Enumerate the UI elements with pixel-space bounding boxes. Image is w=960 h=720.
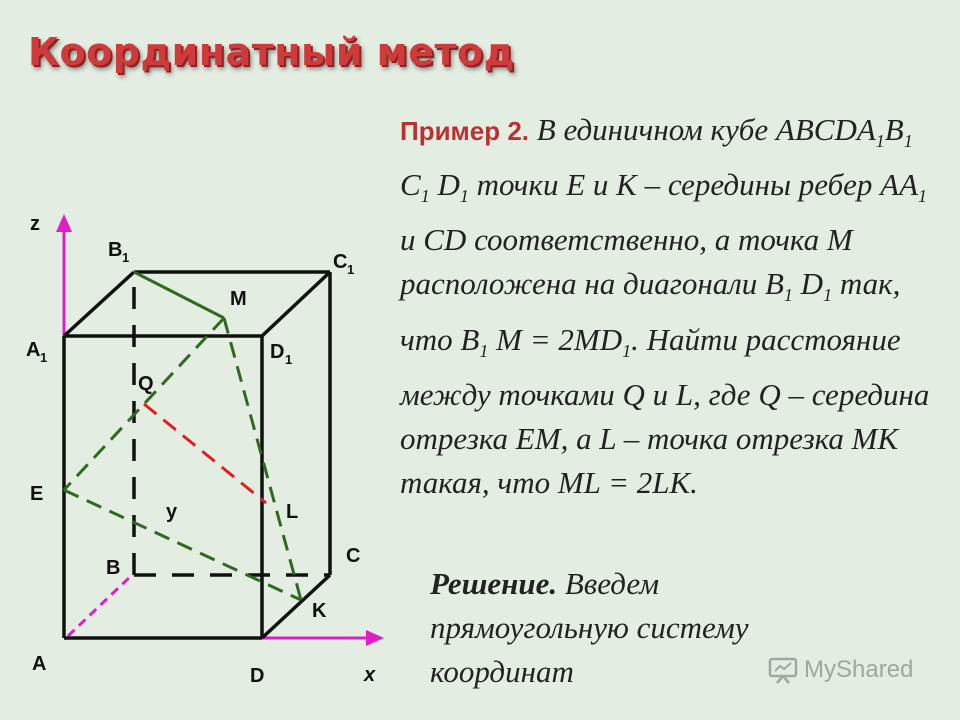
problem-lead: Пример 2.	[400, 116, 530, 146]
point-m-label: M	[230, 288, 247, 310]
vertex-a1-sub: 1	[40, 350, 48, 365]
y-axis-line	[68, 575, 132, 636]
hidden-edges	[134, 272, 330, 575]
axes	[56, 214, 384, 646]
problem-sub: 1	[479, 340, 489, 361]
problem-sub: 1	[903, 131, 913, 152]
problem-text: В единичном кубе ABCDA	[529, 112, 876, 147]
problem-sub: 1	[783, 285, 793, 306]
segment-ql	[144, 404, 266, 503]
problem-text: B	[884, 112, 904, 147]
problem-sub: 1	[420, 186, 430, 207]
problem-text: точки E и K – середины ребер AA	[468, 167, 919, 203]
x-axis-label: x	[364, 664, 376, 686]
vertex-d1-sub: 1	[285, 352, 293, 367]
z-axis-label: z	[30, 213, 40, 235]
visible-edges	[64, 272, 330, 638]
point-l-label: L	[286, 501, 299, 523]
problem-sub: 1	[875, 131, 885, 152]
problem-text: . Найти расстояние между точками Q и L, где Q – середина отрезка EM, а L – точка отрезка MK такая, что ML = 2LK.	[400, 321, 930, 500]
problem-text: C	[400, 167, 421, 203]
slide-title: Координатный метод	[28, 30, 515, 74]
watermark-text: MyShared	[804, 656, 914, 683]
solution-text: Введем прямоугольную систему координат	[430, 566, 749, 689]
watermark	[768, 656, 913, 684]
problem-text: M = 2MD	[488, 321, 623, 357]
vertex-c1-sub: 1	[347, 262, 355, 277]
vertex-b1-sub: 1	[122, 250, 130, 265]
vertex-b1-label: B	[108, 239, 123, 261]
point-e-label: E	[30, 483, 44, 505]
x-axis-arrow	[366, 630, 384, 646]
vertex-b-label: B	[106, 557, 121, 579]
vertex-c1-label: C	[333, 251, 348, 273]
solution-lead: Решение.	[430, 566, 558, 601]
problem-text: D	[429, 167, 460, 203]
problem-sub: 1	[459, 186, 469, 207]
problem-text: D	[792, 266, 824, 302]
vertex-d-label: D	[250, 665, 265, 687]
vertex-d1-label: D	[270, 341, 285, 363]
problem-statement	[400, 108, 940, 505]
presentation-board-icon	[768, 656, 798, 684]
problem-sub: 1	[622, 340, 632, 361]
y-axis-label: y	[166, 501, 178, 523]
z-axis-arrow	[56, 214, 72, 232]
vertex-a-label: A	[32, 653, 47, 675]
vertex-a1-label: A	[26, 339, 41, 361]
problem-text: так, что B	[400, 266, 901, 357]
point-q-label: Q	[138, 373, 154, 395]
vertex-c-label: C	[346, 545, 361, 567]
problem-sub: 1	[823, 285, 833, 306]
problem-text: и CD соответственно, а точка M расположена на диагонали B	[400, 222, 853, 302]
point-k-label: K	[312, 600, 327, 622]
problem-sub: 1	[918, 186, 928, 207]
